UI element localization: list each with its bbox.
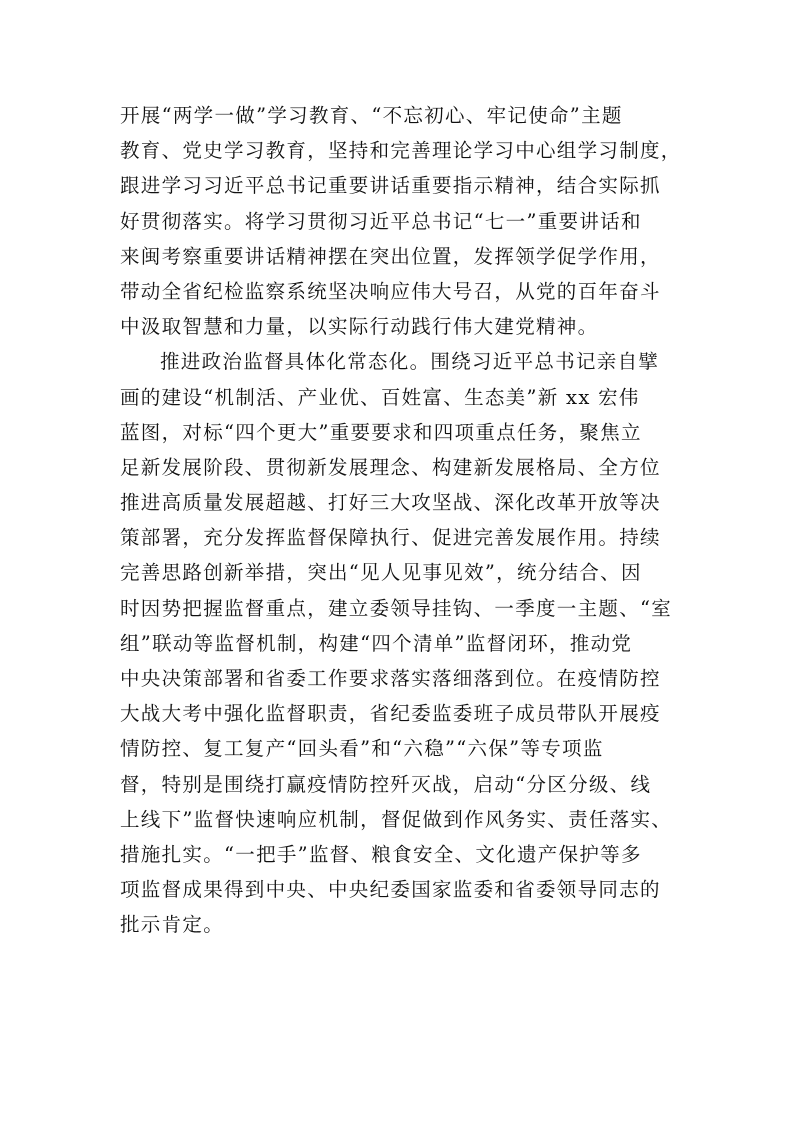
text-line: 项监督成果得到中央、中央纪委国家监委和省委领导同志的	[120, 878, 661, 902]
text-line: 开展“两学一做”学习教育、“不忘初心、牢记使命”主题	[120, 104, 623, 127]
text-line: 蓝图，对标“四个更大”重要要求和四项重点任务，聚焦立	[120, 420, 642, 444]
text-line: 中汲取智慧和力量，以实际行动践行伟大建党精神。	[120, 315, 599, 339]
text-line: 时因势把握监督重点，建立委领导挂钩、一季度一主题、“室	[120, 596, 673, 620]
text-line: 批示肯定。	[120, 913, 225, 937]
text-line: 带动全省纪检监察系统坚决响应伟大号召，从党的百年奋斗	[120, 279, 661, 303]
body-text	[120, 98, 682, 943]
text-line: 策部署，充分发挥监督保障执行、促进完善发展作用。持续	[120, 526, 661, 550]
text-line: 情防控、复工复产“回头看”和“六稳”“六保”等专项监	[120, 737, 604, 761]
text-line: 组”联动等监督机制，构建“四个清单”监督闭环，推动党	[120, 631, 633, 655]
text-line: 督，特别是围绕打赢疫情防控歼灭战，启动“分区分级、线	[120, 772, 652, 796]
text-line: 中央决策部署和省委工作要求落实落细落到位。在疫情防控	[120, 667, 661, 690]
paragraph-2	[120, 344, 676, 942]
text-line: 推进高质量发展超越、打好三大攻坚战、深化改革开放等决	[120, 491, 661, 515]
text-line: 上线下”监督快速响应机制，督促做到作风务实、责任落实、	[120, 807, 673, 831]
text-line: 完善思路创新举措，突出“见人见事见效”，统分结合、因	[120, 561, 642, 585]
text-line: 措施扎实。“一把手”监督、粮食安全、文化遗产保护等多	[120, 842, 642, 866]
text-line: 足新发展阶段、贯彻新发展理念、构建新发展格局、全方位	[120, 455, 661, 479]
text-line: 跟进学习习近平总书记重要讲话重要指示精神，结合实际抓	[120, 174, 661, 198]
paragraph-1	[120, 98, 682, 344]
text-line: 好贯彻落实。将学习贯彻习近平总书记“七一”重要讲话和	[120, 209, 642, 233]
text-line: 来闽考察重要讲话精神摆在突出位置，发挥领学促学作用，	[120, 244, 661, 268]
text-line: 推进政治监督具体化常态化。围绕习近平总书记亲自擘	[160, 350, 660, 374]
text-line: 画的建设“机制活、产业优、百姓富、生态美”新 xx 宏伟	[120, 385, 640, 409]
text-line: 大战大考中强化监督职责，省纪委监委班子成员带队开展疫	[120, 702, 661, 726]
text-line: 教育、党史学习教育，坚持和完善理论学习中心组学习制度，	[120, 139, 682, 163]
